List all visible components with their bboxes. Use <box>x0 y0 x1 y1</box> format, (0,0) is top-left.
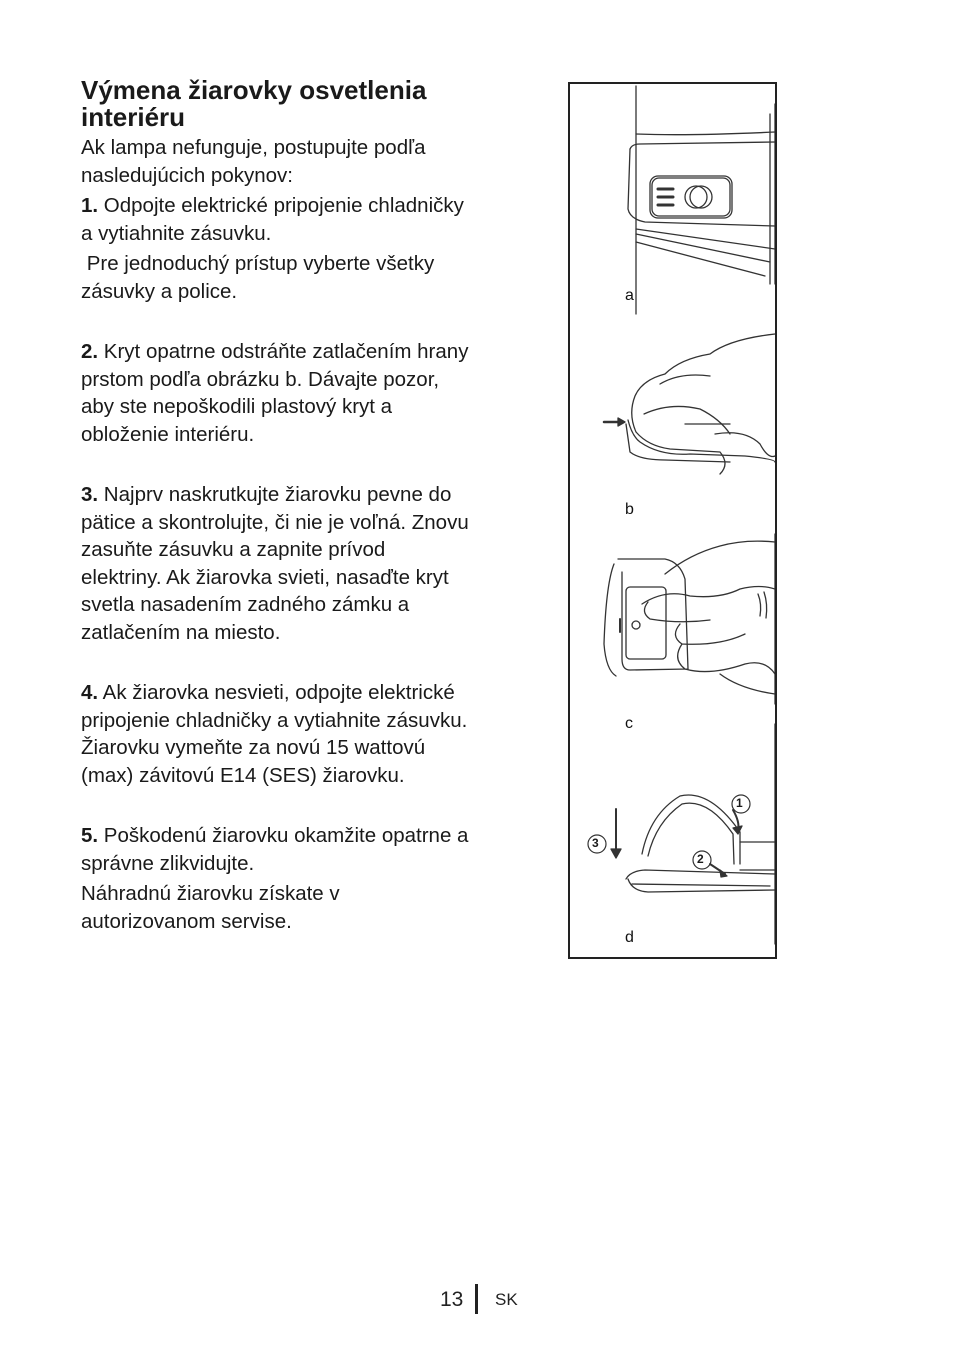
instructions <box>81 134 471 935</box>
step-number: 4. <box>81 681 99 704</box>
panel-label-b: b <box>625 501 634 518</box>
step-text: Ak žiarovka nesvieti, odpojte elektrické pripojenie chladničky a vytiahnite zásuvku. Žiarovku vymeňte za novú 15 wattovú (max) závitovú E14 (SES) žiarovku. <box>81 681 468 787</box>
step-text: Kryt opatrne odstráňte zatlačením hrany prstom podľa obrázku b. Dávajte pozor, aby ste nepoškodili plastový kryt a obloženie interiéru. <box>81 340 469 446</box>
panel-b-hand-removing-cover <box>604 334 775 474</box>
step-number: 1. <box>81 194 99 217</box>
step-5-note: Náhradnú žiarovku získate v autorizovanom servise. <box>81 882 340 933</box>
panel-a-lamp-housing <box>628 86 775 314</box>
intro-text: Ak lampa nefunguje, postupujte podľa nasledujúcich pokynov: <box>81 136 426 187</box>
step-text: Najprv naskrutkujte žiarovku pevne do pätice a skontrolujte, či nie je voľná. Znovu zasuňte zásuvku a zapnite prívod elektriny. Ak žiarovka svieti, nasaďte kryt svetla nasadením zadného zámku a zatlačením na miesto. <box>81 483 469 644</box>
step-number: 5. <box>81 824 99 847</box>
page-footer <box>0 1284 954 1314</box>
step-5 <box>81 822 471 877</box>
page-number: 13 <box>440 1288 464 1311</box>
page-title: Výmena žiarovky osvetlenia interiéru <box>81 75 427 132</box>
panel-label-c: c <box>625 715 633 732</box>
step-text: Poškodenú žiarovku okamžite opatrne a správne zlikvidujte. <box>81 824 469 875</box>
step-4 <box>81 679 471 789</box>
bulb-replacement-figure <box>568 82 777 959</box>
step-text: Odpojte elektrické pripojenie chladničky a vytiahnite zásuvku. <box>81 194 464 245</box>
figure-illustrations <box>570 84 777 959</box>
language-code: SK <box>495 1290 518 1309</box>
panel-label-a: a <box>625 287 634 304</box>
callout-3: 3 <box>592 836 599 850</box>
step-number: 3. <box>81 483 99 506</box>
callout-1: 1 <box>736 796 743 810</box>
panel-label-d: d <box>625 929 634 946</box>
footer-divider <box>475 1284 478 1314</box>
callout-2: 2 <box>697 852 704 866</box>
panel-c-hand-holding-cover <box>604 534 775 704</box>
step-1-note: Pre jednoduchý prístup vyberte všetky zásuvky a police. <box>81 252 435 303</box>
step-3 <box>81 481 471 646</box>
step-2 <box>81 338 471 448</box>
panel-d-cover-removal-diagram <box>588 724 775 944</box>
step-1 <box>81 192 471 247</box>
step-number: 2. <box>81 340 99 363</box>
